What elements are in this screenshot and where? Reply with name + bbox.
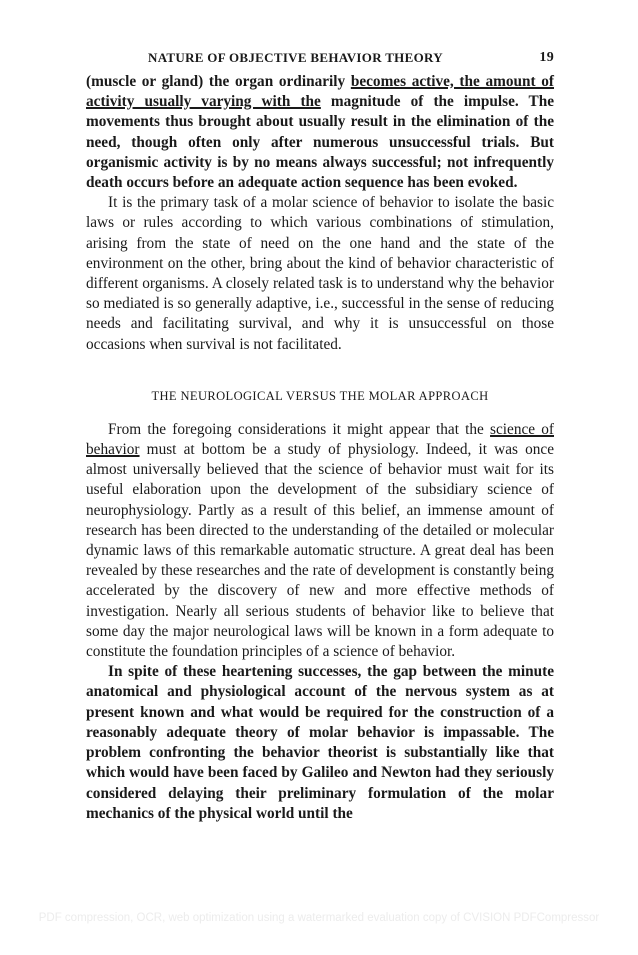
running-title: NATURE OF OBJECTIVE BEHAVIOR THEORY — [148, 50, 443, 65]
paragraph-text: magnitude of the impulse. The movements thus brought about usually result in the elimination of the need, though often only after numerous unsuccessful trials. But organismic activity is by no means always successful; not infrequently death occurs before an adequate action sequence has been evoked. — [86, 93, 554, 192]
watermark-text: PDF compression, OCR, web optimization using a watermarked evaluation copy of CVISION PDFCompressor — [38, 912, 600, 924]
paragraph-foregoing-considerations — [86, 420, 554, 662]
underlined-passage: science of behavior — [86, 420, 554, 459]
section-heading: THE NEUROLOGICAL VERSUS THE MOLAR APPROACH — [151, 388, 489, 403]
paragraph-molar-science-task: It is the primary task of a molar science of behavior to isolate the basic laws or rules according to which various combinations of stimulation, arising from the state of need on the one hand and the state of the environment on the other, bring about the kind of behavior characteristic of different organisms. A closely related task is to understand why the behavior so mediated is so generally adaptive, i.e., successful in the sense of reducing needs and facilitating survival, and why it is unsuccessful on those occasions when survival is not facilitated. — [86, 194, 554, 353]
page-number: 19 — [539, 50, 554, 65]
paragraph-text: must at bottom be a study of physiology. Indeed, it was once almost universally believed that the science of behavior must wait for its useful elaboration upon the development of the subsidiary science of neurophysiology. Partly as a result of this belief, an immense amount of research has been directed to the understanding of the detailed or molecular dynamic laws of this remarkable automatic structure. A great deal has been revealed by these researches and the rate of development is constantly being accelerated by the discovery of new and more effective methods of investigation. Nearly all serious students of behavior like to believe that some day the major neurological laws will be known in a form adequate to constitute the foundation principles of a science of behavior. — [86, 441, 554, 661]
paragraph-continuation — [86, 72, 554, 193]
paragraph-heartening-successes: In spite of these heartening successes, the gap between the minute anatomical and physiological account of the nervous system as at present known and what would be required for the construction of a reasonably adequate theory of molar behavior is impassable. The problem confronting the behavior theorist is substantially like that which would have been faced by Galileo and Newton had they seriously considered delaying their preliminary formulation of the molar mechanics of the physical world until the — [86, 663, 554, 822]
underlined-passage: becomes active, the amount of activity usually varying with the — [86, 73, 555, 111]
paragraph-text: From the foregoing considerations it might appear that the — [108, 420, 491, 438]
document-page — [86, 50, 554, 824]
paragraph-text: (muscle or gland) the organ ordinarily — [86, 73, 351, 90]
running-head — [86, 50, 554, 72]
